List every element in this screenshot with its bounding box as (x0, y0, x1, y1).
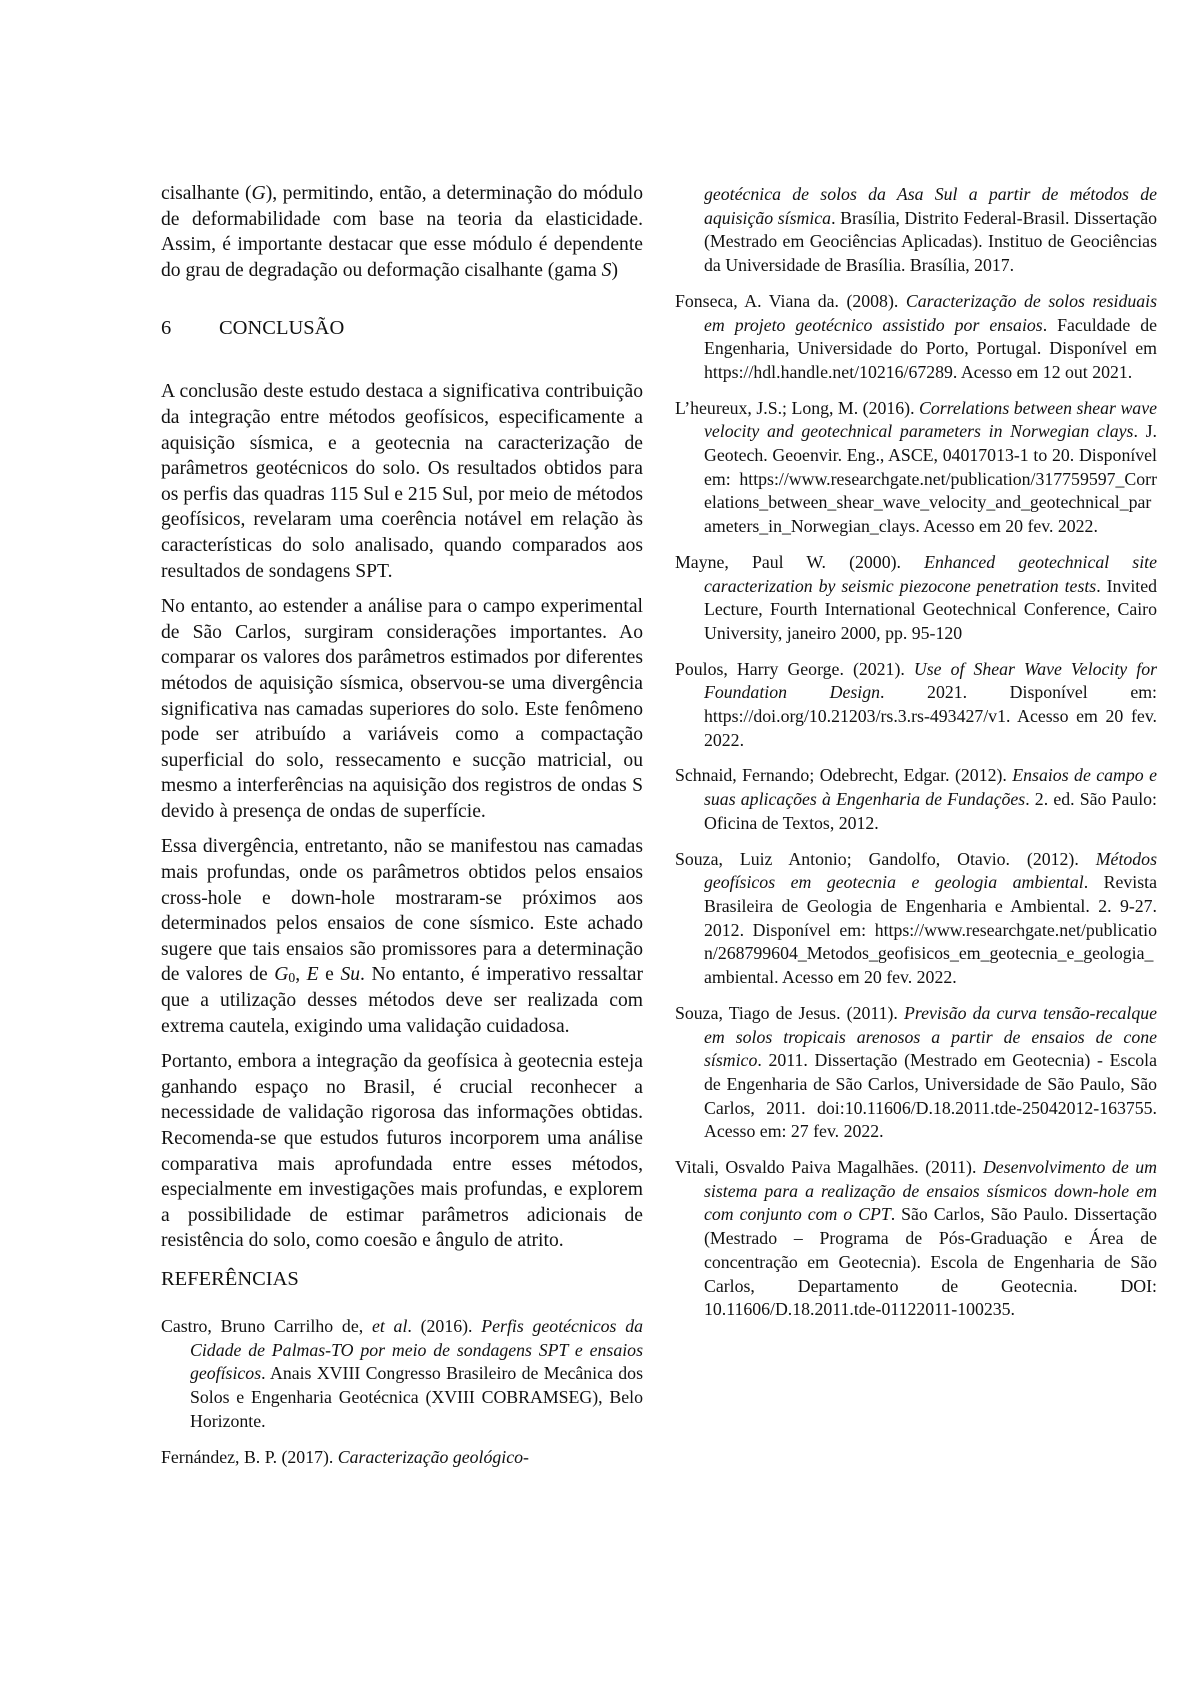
section-heading-conclusao (161, 317, 643, 340)
ref-details: . 2. ed. São Paulo: Oficina de Textos, 2012. (704, 789, 1158, 833)
ref-details: . Anais XVIII Congresso Brasileiro de Mecânica dos Solos e Engenharia Geotécnica (XVIII COBRAMSEG), Belo Horizonte. (190, 1363, 643, 1431)
reference-souza-luiz (675, 848, 1157, 990)
ref-authors: Castro, Bruno Carrilho de, (161, 1315, 372, 1336)
symbol-s: S (601, 259, 612, 281)
ref-authors: Souza, Luiz Antonio; Gandolfo, Otavio. (2012). (675, 848, 1096, 869)
ref-authors: Poulos, Harry George. (2021). (675, 658, 914, 679)
text-run: ) (611, 259, 618, 281)
reference-mayne (675, 551, 1157, 646)
symbol-subscript: 0 (288, 970, 296, 986)
right-column (675, 183, 1157, 1322)
conclusion-paragraph-4: Portanto, embora a integração da geofísica à geotecnia esteja ganhando espaço no Brasil, é crucial reconhecer a necessidade de validação rigorosa das informações obtidas. Recomenda-se que estudos futuros incorporem uma análise comparativa mais aprofundada entre esses métodos, especialmente em investigações mais profundas, e explorem a possibilidade de estimar parâmetros adicionais de resistência do solo, como coesão e ângulo de atrito. (161, 1051, 643, 1252)
ref-title: Use of Shear Wave Velocity for Foundation Design (704, 658, 1158, 703)
text-run: ), permitindo, então, a determinação do módulo de deformabilidade com base na teoria da elasticidade. Assim, é importante destacar que esse módulo é dependente do grau de degradação ou deformação cisalhante (gama (161, 183, 643, 281)
continuation-paragraph (161, 181, 643, 283)
ref-details: . Faculdade de Engenharia, Universidade do Porto, Portugal. Disponível em https://hdl.handle.net/10216/67289. Acesso em 12 out 2021. (704, 314, 1157, 382)
reference-fernandez-continued (675, 183, 1157, 278)
section-title: CONCLUSÃO (219, 317, 345, 340)
conclusion-paragraph-3 (161, 834, 643, 1039)
ref-details: . São Carlos, São Paulo. Dissertação (Mestrado – Programa de Pós-Graduação e Área de concentração em Geotecnia). Escola de Engenharia de São Carlos, Departamento de Geotecnia. DOI: 10.11606/D.18.2011.tde-01122011-100235. (704, 1204, 1157, 1320)
ref-authors: Schnaid, Fernando; Odebrecht, Edgar. (2012). (675, 765, 1013, 786)
symbol-g0: G (274, 964, 289, 986)
ref-title: Métodos geofísicos em geotecnia e geologia ambiental (704, 848, 1157, 893)
ref-details: . Brasília, Distrito Federal-Brasil. Dissertação (Mestrado em Geociências Aplicadas). Instituo de Geociências da Universidade de Brasília. Brasília, 2017. (704, 207, 1158, 276)
text-run: , (295, 964, 307, 986)
ref-details: . Revista Brasileira de Geologia de Engenharia e Ambiental. 2. 9-27. 2012. Disponível em: (704, 872, 1157, 940)
ref-details: . 2011. Dissertação (Mestrado em Geotecnia) - Escola de Engenharia de São Carlos, Universidade de São Paulo, São Carlos, 2011. doi:10.11606/D.18.2011.tde-25042012-163755. Acesso em: 27 fev. 2022. (704, 1050, 1157, 1142)
ref-details: . J. Geotech. Geoenvir. Eng., ASCE, 04017013-1 to 20. Disponível em: (704, 421, 1157, 489)
ref-access: Acesso em 20 fev. 2022. (919, 516, 1098, 537)
reference-fonseca (675, 290, 1157, 385)
reference-vitali (675, 1156, 1157, 1322)
reference-schnaid (675, 764, 1157, 835)
ref-title: Previsão da curva tensão-recalque em solos tropicais arenosos a partir de ensaios de cone sísmico (704, 1002, 1157, 1071)
ref-etal: et al (371, 1315, 408, 1336)
ref-url[interactable]: https://www.researchgate.net/publication/268799604_Metodos_geofisicos_em_geotecnia_e_geologia_ambiental. (704, 919, 1157, 988)
text-run: e (318, 964, 341, 986)
conclusion-paragraph-2: No entanto, ao estender a análise para o campo experimental de São Carlos, surgiram considerações importantes. Ao comparar os valores dos parâmetros estimados por diferentes métodos de aquisição sísmica, observou-se uma divergência significativa nas camadas superiores do solo. Este fenômeno pode ser atribuído a variáveis como a compactação superficial do solo, ressecamento e sucção matricial, ou mesmo a interferências na aquisição dos registros de ondas S devido à presença de ondas de superfície. (161, 596, 643, 822)
text-run: Essa divergência, entretanto, não se manifestou nas camadas mais profundas, onde os parâmetros obtidos pelos ensaios cross-hole e down-hole mostraram-se próximos aos determinados pelos ensaios de cone sísmico. Este achado sugere que tais ensaios são promissores para a determinação de valores de (161, 836, 643, 986)
text-run: cisalhante ( (161, 183, 252, 204)
symbol-e: E (306, 964, 319, 986)
references-heading: REFERÊNCIAS (161, 1267, 299, 1290)
ref-title: Caracterização geológico- (337, 1447, 529, 1468)
left-column (161, 181, 643, 1470)
ref-authors: L’heureux, J.S.; Long, M. (2016). (675, 397, 919, 418)
ref-authors: Souza, Tiago de Jesus. (2011). (675, 1002, 904, 1023)
ref-title: Correlations between shear wave velocity and geotechnical parameters in Norwegian clays (704, 397, 1157, 442)
ref-url[interactable]: https://www.researchgate.net/publication/317759597_Correlations_between_shear_wave_velocity_and_geotechnical_parameters_in_Norwegian_clays. (704, 468, 1157, 537)
ref-authors: Fernández, B. P. (2017). (161, 1447, 338, 1468)
ref-title: Perfis geotécnicos da Cidade de Palmas-TO por meio de sondagens SPT e ensaios geofísicos (190, 1315, 644, 1384)
ref-title: Enhanced geotechnical site caracterization by seismic piezocone penetration tests (704, 551, 1157, 596)
reference-souza-tiago (675, 1002, 1157, 1144)
ref-authors: Fonseca, A. Viana da. (2008). (675, 290, 906, 311)
section-number: 6 (161, 317, 172, 340)
reference-castro (161, 1315, 643, 1434)
ref-authors: Mayne, Paul W. (2000). (675, 551, 925, 572)
ref-title: Desenvolvimento de um sistema para a realização de ensaios sísmicos down-hole em com conjunto com o CPT (704, 1157, 1157, 1225)
reference-poulos (675, 658, 1157, 753)
ref-title: Caracterização de solos residuais em projeto geotécnico assistido por ensaios (704, 290, 1157, 335)
symbol-g: G (251, 183, 266, 204)
ref-details: . 2021. Disponível em: https://doi.org/10.21203/rs.3.rs-493427/v1. Acesso em 20 fev. 2022. (704, 682, 1158, 750)
symbol-su: Su (340, 964, 361, 986)
ref-year: . (2016). (407, 1315, 482, 1336)
conclusion-paragraph-1: A conclusão deste estudo destaca a significativa contribuição da integração entre métodos geofísicos, especificamente a aquisição sísmica, e a geotecnia na caracterização de parâmetros geotécnicos do solo. Os resultados obtidos para os perfis das quadras 115 Sul e 215 Sul, por meio de métodos geofísicos, revelaram uma coerência notável em relação às características do solo analisado, quando comparados aos resultados de sondagens SPT. (161, 381, 643, 582)
ref-access: Acesso em 20 fev. 2022. (778, 967, 957, 988)
ref-authors: Vitali, Osvaldo Paiva Magalhães. (2011). (675, 1157, 983, 1178)
ref-title: geotécnica de solos da Asa Sul a partir de métodos de aquisição sísmica (704, 184, 1157, 228)
text-run: . No entanto, é imperativo ressaltar que a utilização desses métodos deve ser realizada com extrema cautela, exigindo uma validação cuidadosa. (161, 964, 644, 1037)
reference-fernandez (161, 1446, 643, 1470)
reference-lheureux (675, 397, 1157, 539)
ref-details: . Invited Lecture, Fourth International Geotechnical Conference, Cairo University, janeiro 2000, pp. 95-120 (704, 575, 1157, 643)
ref-title: Ensaios de campo e suas aplicações à Engenharia de Fundações (704, 765, 1158, 810)
